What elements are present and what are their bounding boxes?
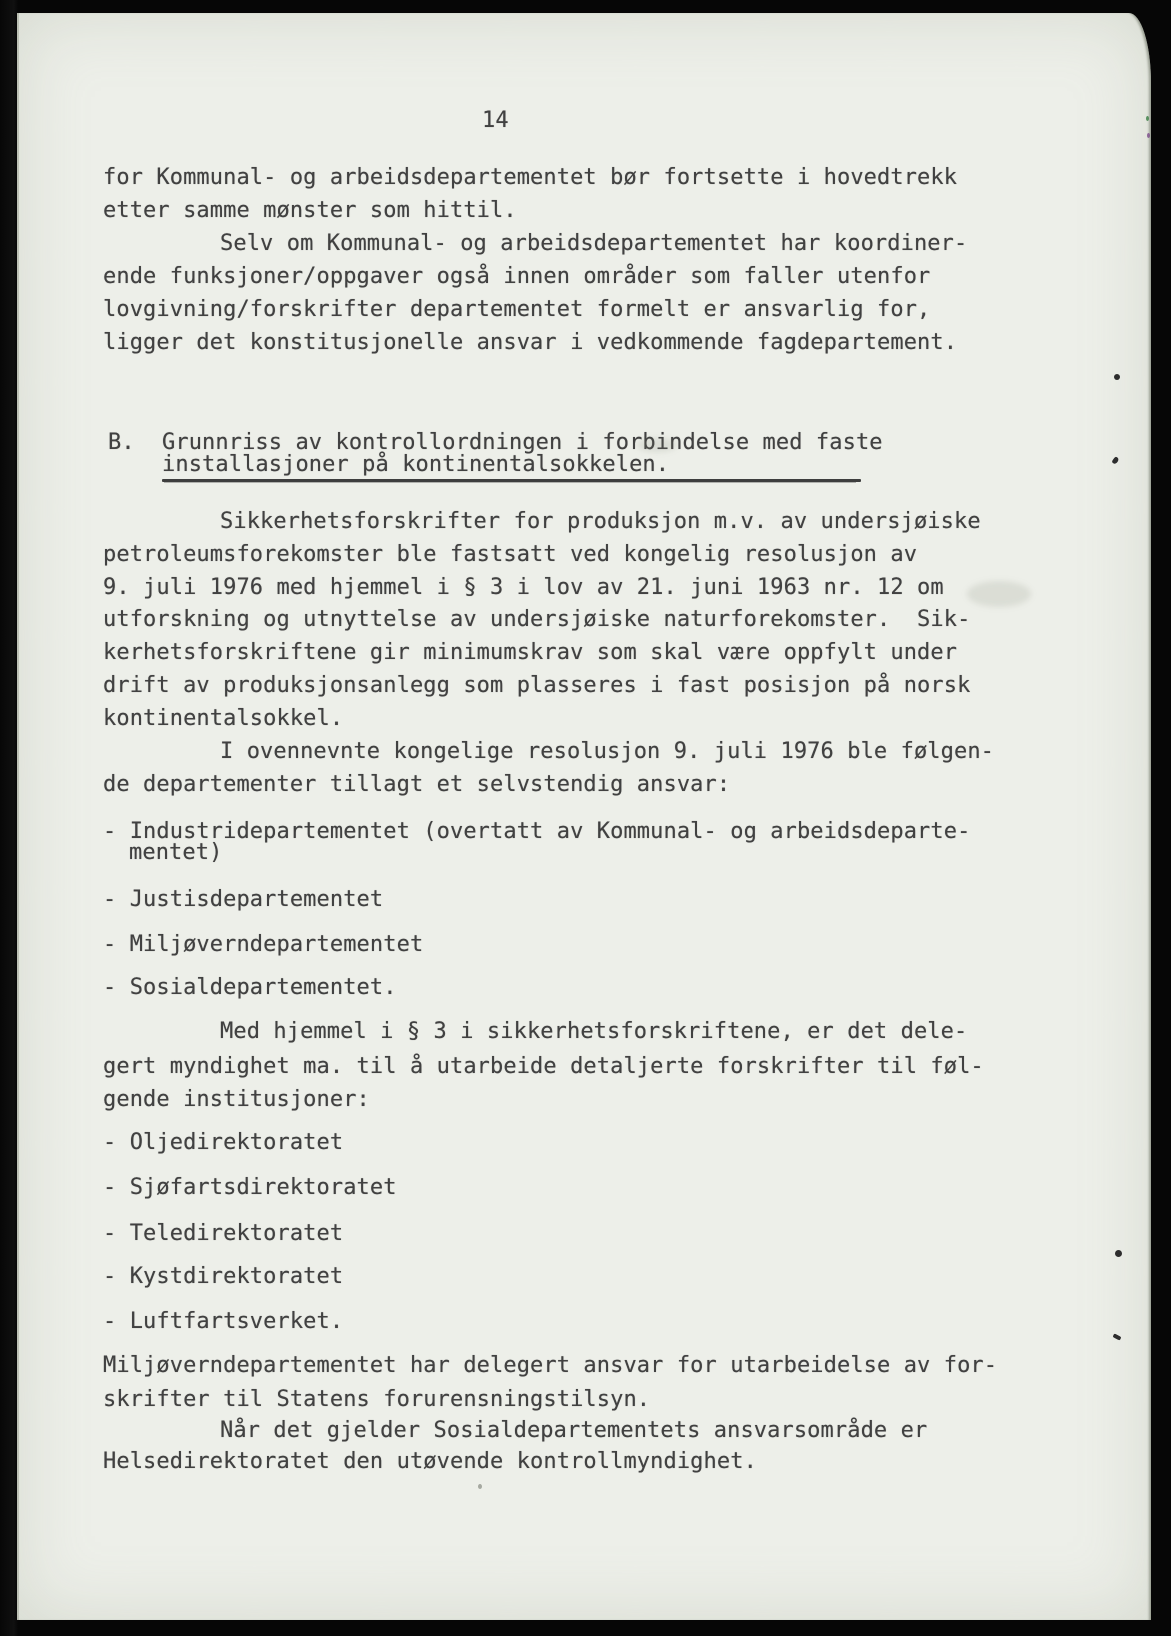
text-line: Selv om Kommunal- og arbeidsdepartementet har koordiner- — [220, 231, 968, 256]
list-item: - Industridepartementet (overtatt av Kommunal- og arbeidsdeparte- — [103, 819, 971, 844]
text-line: de departementer tillagt et selvstendig ansvar: — [103, 772, 731, 797]
text-line: kontinentalsokkel. — [103, 706, 344, 731]
heading-underline — [162, 479, 861, 482]
text-line: kerhetsforskriftene gir minimumskrav som skal være oppfylt under — [103, 640, 958, 665]
list-item: - Oljedirektoratet — [103, 1130, 344, 1155]
ink-speck — [1113, 1333, 1122, 1340]
text-line: Helsedirektoratet den utøvende kontrollmyndighet. — [103, 1449, 757, 1474]
section-heading-line-2: installasjoner på kontinentalsokkelen. — [162, 452, 670, 477]
list-item: - Sosialdepartementet. — [103, 975, 397, 1000]
text-line: Med hjemmel i § 3 i sikkerhetsforskriftene, er det dele- — [220, 1019, 968, 1044]
ink-speck — [1114, 374, 1120, 380]
list-item: - Teledirektoratet — [103, 1221, 344, 1246]
text-line: gende institusjoner: — [103, 1087, 370, 1112]
text-line: gert myndighet ma. til å utarbeide detaljerte forskrifter til føl- — [103, 1054, 984, 1079]
section-heading-line-1: Grunnriss av kontrollordningen i forbindelse med faste — [162, 430, 883, 455]
text-line: petroleumsforekomster ble fastsatt ved kongelig resolusjon av — [103, 542, 918, 567]
text-line: etter samme mønster som hittil. — [103, 198, 517, 223]
text-line: ende funksjoner/oppgaver også innen områder som faller utenfor — [103, 264, 931, 289]
text-line: lovgivning/forskrifter departementet formelt er ansvarlig for, — [103, 297, 931, 322]
text-line: for Kommunal- og arbeidsdepartementet bør fortsette i hovedtrekk — [103, 165, 958, 190]
scan-edge-artifact — [1147, 133, 1150, 138]
text-line: ligger det konstitusjonelle ansvar i vedkommende fagdepartement. — [103, 330, 958, 355]
pencil-smudge — [637, 438, 677, 452]
ink-speck — [478, 1484, 482, 1489]
text-line: 9. juli 1976 med hjemmel i § 3 i lov av 21. juni 1963 nr. 12 om — [103, 575, 944, 600]
list-item: - Luftfartsverket. — [103, 1309, 344, 1334]
text-line: skrifter til Statens forurensningstilsyn. — [103, 1387, 651, 1412]
text-line: Miljøverndepartementet har delegert ansvar for utarbeidelse av for- — [103, 1353, 998, 1378]
list-item: - Justisdepartementet — [103, 887, 384, 912]
list-item: - Kystdirektoratet — [103, 1264, 344, 1289]
text-line: drift av produksjonsanlegg som plasseres i fast posisjon på norsk — [103, 673, 971, 698]
text-line: Sikkerhetsforskrifter for produksjon m.v. av undersjøiske — [220, 509, 981, 534]
ink-speck — [1115, 1250, 1122, 1257]
pencil-smudge — [967, 581, 1031, 607]
text-line: I ovennevnte kongelige resolusjon 9. juli 1976 ble følgen- — [220, 739, 995, 764]
text-line: utforskning og utnyttelse av undersjøiske naturforekomster. Sik- — [103, 607, 971, 632]
list-item: - Miljøverndepartementet — [103, 932, 424, 957]
list-item: - Sjøfartsdirektoratet — [103, 1175, 397, 1200]
scan-edge-artifact — [1146, 116, 1149, 121]
text-line: Når det gjelder Sosialdepartementets ansvarsområde er — [220, 1418, 928, 1443]
scanned-page — [17, 13, 1151, 1620]
page-number: 14 — [482, 108, 509, 133]
ink-speck — [1111, 456, 1119, 465]
list-item-continuation: mentet) — [129, 840, 223, 865]
section-label: B. — [108, 430, 135, 455]
